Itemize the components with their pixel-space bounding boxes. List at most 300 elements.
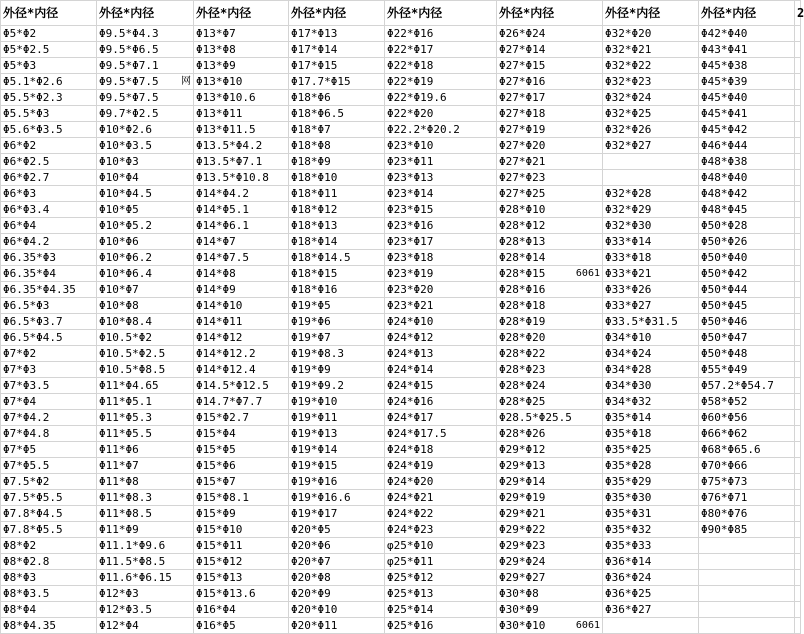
size-cell[interactable]: Φ10*Φ4.5 (97, 186, 194, 202)
size-cell[interactable]: Φ35*Φ32 (603, 522, 699, 538)
size-cell[interactable]: Φ22.2*Φ20.2 (385, 122, 497, 138)
size-cell[interactable]: Φ7*Φ4.8 (1, 426, 97, 442)
size-cell[interactable]: Φ10*Φ8.4 (97, 314, 194, 330)
size-cell[interactable]: Φ24*Φ18 (385, 442, 497, 458)
size-cell[interactable]: φ25*Φ11 (385, 554, 497, 570)
size-cell[interactable]: Φ34*Φ30 (603, 378, 699, 394)
size-cell[interactable]: Φ13*Φ10 (194, 74, 289, 90)
size-cell[interactable] (699, 570, 795, 586)
size-cell[interactable]: Φ28*Φ23 (497, 362, 603, 378)
column-header[interactable]: 外径*内径 (497, 1, 603, 26)
size-cell[interactable]: Φ34*Φ24 (603, 346, 699, 362)
size-cell[interactable]: Φ28*Φ19 (497, 314, 603, 330)
size-cell[interactable]: Φ5*Φ3 (1, 58, 97, 74)
size-cell[interactable]: Φ6*Φ2.5 (1, 154, 97, 170)
size-cell[interactable]: Φ16*Φ4 (194, 602, 289, 618)
empty-cell[interactable] (795, 218, 801, 234)
size-cell[interactable]: Φ50*Φ46 (699, 314, 795, 330)
size-cell[interactable]: Φ10*Φ3 (97, 154, 194, 170)
size-cell[interactable]: Φ36*Φ24 (603, 570, 699, 586)
size-cell[interactable]: Φ28*Φ10 (497, 202, 603, 218)
size-cell[interactable]: Φ29*Φ14 (497, 474, 603, 490)
size-cell[interactable]: Φ13.5*Φ7.1 (194, 154, 289, 170)
empty-cell[interactable] (795, 250, 801, 266)
size-cell[interactable]: Φ19*Φ15 (289, 458, 385, 474)
size-cell[interactable]: Φ18*Φ12 (289, 202, 385, 218)
size-cell[interactable]: Φ25*Φ16 (385, 618, 497, 634)
size-cell[interactable]: Φ32*Φ24 (603, 90, 699, 106)
size-cell[interactable]: Φ15*Φ5 (194, 442, 289, 458)
size-cell[interactable]: Φ11*Φ5.1 (97, 394, 194, 410)
column-header[interactable]: 外径*内径 (289, 1, 385, 26)
size-cell[interactable]: Φ26*Φ24 (497, 26, 603, 42)
size-cell[interactable]: Φ13*Φ8 (194, 42, 289, 58)
size-cell[interactable]: Φ28*Φ14 (497, 250, 603, 266)
size-cell[interactable]: Φ18*Φ6.5 (289, 106, 385, 122)
size-cell[interactable]: Φ30*Φ9 (497, 602, 603, 618)
size-cell[interactable]: Φ29*Φ12 (497, 442, 603, 458)
size-cell[interactable]: Φ14*Φ12 (194, 330, 289, 346)
size-cell[interactable]: Φ14.7*Φ7.7 (194, 394, 289, 410)
size-cell[interactable] (603, 154, 699, 170)
size-cell[interactable]: Φ19*Φ5 (289, 298, 385, 314)
size-cell[interactable]: Φ6.35*Φ3 (1, 250, 97, 266)
empty-cell[interactable] (795, 586, 801, 602)
size-cell[interactable]: Φ28*Φ24 (497, 378, 603, 394)
size-cell[interactable]: Φ27*Φ25 (497, 186, 603, 202)
size-cell[interactable]: Φ24*Φ21 (385, 490, 497, 506)
size-cell[interactable]: Φ20*Φ5 (289, 522, 385, 538)
size-cell[interactable]: Φ76*Φ71 (699, 490, 795, 506)
size-cell[interactable]: Φ9.7*Φ2.5 (97, 106, 194, 122)
size-cell[interactable]: Φ11*Φ8.3 (97, 490, 194, 506)
size-cell[interactable]: Φ6*Φ2.7 (1, 170, 97, 186)
size-cell[interactable]: Φ22*Φ18 (385, 58, 497, 74)
size-cell[interactable]: Φ29*Φ21 (497, 506, 603, 522)
size-cell[interactable]: Φ20*Φ7 (289, 554, 385, 570)
size-cell[interactable]: Φ18*Φ6 (289, 90, 385, 106)
size-cell[interactable]: Φ80*Φ76 (699, 506, 795, 522)
size-cell[interactable]: Φ45*Φ40 (699, 90, 795, 106)
size-cell[interactable]: Φ22*Φ19 (385, 74, 497, 90)
empty-cell[interactable] (795, 490, 801, 506)
size-cell[interactable]: Φ10*Φ7 (97, 282, 194, 298)
size-cell[interactable]: Φ11.1*Φ9.6 (97, 538, 194, 554)
size-cell[interactable]: Φ6*Φ4.2 (1, 234, 97, 250)
size-cell[interactable]: Φ32*Φ29 (603, 202, 699, 218)
size-cell[interactable]: Φ48*Φ42 (699, 186, 795, 202)
size-cell[interactable]: Φ7*Φ4.2 (1, 410, 97, 426)
size-cell[interactable]: Φ23*Φ20 (385, 282, 497, 298)
empty-cell[interactable] (795, 458, 801, 474)
size-cell[interactable]: Φ15*Φ9 (194, 506, 289, 522)
size-cell[interactable]: Φ11*Φ6 (97, 442, 194, 458)
size-cell[interactable]: Φ10*Φ6.2 (97, 250, 194, 266)
size-cell[interactable]: Φ50*Φ28 (699, 218, 795, 234)
size-cell[interactable]: Φ7*Φ2 (1, 346, 97, 362)
size-cell[interactable]: Φ19*Φ17 (289, 506, 385, 522)
size-cell[interactable]: Φ36*Φ14 (603, 554, 699, 570)
size-cell[interactable]: Φ50*Φ42 (699, 266, 795, 282)
size-cell[interactable]: Φ29*Φ27 (497, 570, 603, 586)
size-cell[interactable]: Φ14*Φ12.4 (194, 362, 289, 378)
size-cell[interactable]: Φ14*Φ9 (194, 282, 289, 298)
size-cell[interactable]: Φ12*Φ3.5 (97, 602, 194, 618)
size-cell[interactable]: Φ19*Φ10 (289, 394, 385, 410)
size-cell[interactable]: Φ32*Φ28 (603, 186, 699, 202)
size-cell[interactable]: Φ20*Φ11 (289, 618, 385, 634)
size-cell[interactable]: Φ20*Φ9 (289, 586, 385, 602)
empty-cell[interactable] (795, 186, 801, 202)
size-cell[interactable]: Φ35*Φ29 (603, 474, 699, 490)
empty-cell[interactable] (795, 234, 801, 250)
size-cell[interactable]: Φ10*Φ8 (97, 298, 194, 314)
size-cell[interactable]: Φ48*Φ40 (699, 170, 795, 186)
size-cell[interactable]: Φ11*Φ8.5 (97, 506, 194, 522)
empty-cell[interactable] (795, 298, 801, 314)
size-cell[interactable]: Φ7.5*Φ2 (1, 474, 97, 490)
size-cell[interactable]: Φ24*Φ10 (385, 314, 497, 330)
size-cell[interactable]: Φ35*Φ30 (603, 490, 699, 506)
size-cell[interactable]: Φ50*Φ48 (699, 346, 795, 362)
size-cell[interactable]: Φ33*Φ18 (603, 250, 699, 266)
empty-cell[interactable] (795, 330, 801, 346)
size-cell[interactable]: Φ24*Φ23 (385, 522, 497, 538)
size-cell[interactable]: Φ6*Φ3.4 (1, 202, 97, 218)
size-cell[interactable]: Φ13*Φ10.6 (194, 90, 289, 106)
size-cell[interactable]: Φ7*Φ5.5 (1, 458, 97, 474)
size-cell[interactable]: Φ34*Φ28 (603, 362, 699, 378)
size-cell[interactable]: Φ23*Φ21 (385, 298, 497, 314)
size-cell[interactable]: Φ32*Φ21 (603, 42, 699, 58)
size-cell[interactable]: Φ12*Φ4 (97, 618, 194, 634)
size-cell[interactable]: Φ28*Φ20 (497, 330, 603, 346)
size-cell[interactable]: Φ24*Φ14 (385, 362, 497, 378)
empty-cell[interactable] (795, 314, 801, 330)
size-cell[interactable]: Φ36*Φ27 (603, 602, 699, 618)
size-cell[interactable]: Φ27*Φ16 (497, 74, 603, 90)
size-cell[interactable]: Φ32*Φ26 (603, 122, 699, 138)
size-cell[interactable]: Φ28*Φ18 (497, 298, 603, 314)
size-cell[interactable]: Φ32*Φ27 (603, 138, 699, 154)
size-cell[interactable]: Φ28*Φ13 (497, 234, 603, 250)
size-cell[interactable]: Φ7.5*Φ5.5 (1, 490, 97, 506)
size-cell[interactable]: Φ27*Φ19 (497, 122, 603, 138)
size-cell[interactable]: Φ58*Φ52 (699, 394, 795, 410)
size-cell[interactable]: Φ14*Φ5.1 (194, 202, 289, 218)
size-cell[interactable] (699, 554, 795, 570)
size-cell[interactable]: Φ19*Φ14 (289, 442, 385, 458)
size-cell[interactable]: Φ9.5*Φ4.3 (97, 26, 194, 42)
size-cell[interactable]: Φ24*Φ13 (385, 346, 497, 362)
size-cell[interactable]: Φ75*Φ73 (699, 474, 795, 490)
empty-cell[interactable] (795, 26, 801, 42)
size-cell[interactable]: Φ9.5*Φ6.5 (97, 42, 194, 58)
size-cell[interactable]: Φ14*Φ6.1 (194, 218, 289, 234)
size-cell[interactable]: Φ50*Φ44 (699, 282, 795, 298)
size-cell[interactable]: Φ15*Φ6 (194, 458, 289, 474)
empty-cell[interactable] (795, 506, 801, 522)
size-cell[interactable]: Φ18*Φ7 (289, 122, 385, 138)
size-cell[interactable]: Φ43*Φ41 (699, 42, 795, 58)
size-cell[interactable]: Φ11.5*Φ8.5 (97, 554, 194, 570)
size-cell[interactable]: Φ18*Φ14 (289, 234, 385, 250)
size-cell[interactable]: Φ11.6*Φ6.15 (97, 570, 194, 586)
size-cell[interactable]: Φ50*Φ47 (699, 330, 795, 346)
size-cell[interactable]: Φ42*Φ40 (699, 26, 795, 42)
column-header[interactable]: 外径*内径 (385, 1, 497, 26)
size-cell[interactable]: Φ23*Φ18 (385, 250, 497, 266)
empty-cell[interactable] (795, 442, 801, 458)
size-cell[interactable]: Φ11*Φ5.5 (97, 426, 194, 442)
empty-cell[interactable] (795, 362, 801, 378)
size-cell[interactable]: Φ33.5*Φ31.5 (603, 314, 699, 330)
size-cell[interactable]: Φ20*Φ6 (289, 538, 385, 554)
size-cell[interactable]: Φ28*Φ26 (497, 426, 603, 442)
size-cell[interactable] (603, 170, 699, 186)
size-cell[interactable]: Φ6.5*Φ4.5 (1, 330, 97, 346)
empty-cell[interactable] (795, 474, 801, 490)
size-cell[interactable]: Φ9.5*Φ7.5 网 (97, 74, 194, 90)
size-cell[interactable]: Φ29*Φ23 (497, 538, 603, 554)
size-cell[interactable]: Φ5*Φ2.5 (1, 42, 97, 58)
size-cell[interactable]: Φ35*Φ31 (603, 506, 699, 522)
size-cell[interactable]: Φ11*Φ9 (97, 522, 194, 538)
size-cell[interactable]: Φ14*Φ8 (194, 266, 289, 282)
size-cell[interactable]: Φ13*Φ11 (194, 106, 289, 122)
size-cell[interactable]: Φ50*Φ26 (699, 234, 795, 250)
size-cell[interactable]: Φ60*Φ56 (699, 410, 795, 426)
size-cell[interactable]: Φ19*Φ16 (289, 474, 385, 490)
size-cell[interactable]: Φ19*Φ7 (289, 330, 385, 346)
size-cell[interactable]: Φ32*Φ20 (603, 26, 699, 42)
size-cell[interactable]: Φ6.5*Φ3 (1, 298, 97, 314)
size-cell[interactable]: Φ27*Φ18 (497, 106, 603, 122)
size-cell[interactable]: Φ8*Φ4 (1, 602, 97, 618)
size-cell[interactable]: Φ33*Φ26 (603, 282, 699, 298)
empty-cell[interactable] (795, 154, 801, 170)
size-cell[interactable]: Φ24*Φ17.5 (385, 426, 497, 442)
size-cell[interactable]: Φ45*Φ42 (699, 122, 795, 138)
size-cell[interactable]: Φ29*Φ19 (497, 490, 603, 506)
size-cell[interactable]: Φ29*Φ13 (497, 458, 603, 474)
size-cell[interactable]: Φ10.5*Φ2 (97, 330, 194, 346)
size-cell[interactable]: Φ7.8*Φ4.5 (1, 506, 97, 522)
size-cell[interactable] (699, 618, 795, 634)
size-cell[interactable]: Φ50*Φ40 (699, 250, 795, 266)
size-cell[interactable]: Φ20*Φ8 (289, 570, 385, 586)
column-header[interactable]: 外径*内径 (603, 1, 699, 26)
empty-cell[interactable] (795, 90, 801, 106)
size-cell[interactable]: Φ28*Φ22 (497, 346, 603, 362)
size-cell[interactable]: Φ13*Φ11.5 (194, 122, 289, 138)
size-cell[interactable]: Φ13.5*Φ4.2 (194, 138, 289, 154)
size-cell[interactable]: Φ90*Φ85 (699, 522, 795, 538)
size-cell[interactable]: Φ15*Φ12 (194, 554, 289, 570)
empty-cell[interactable] (795, 58, 801, 74)
size-cell[interactable]: Φ12*Φ3 (97, 586, 194, 602)
empty-cell[interactable] (795, 570, 801, 586)
size-cell[interactable]: Φ55*Φ49 (699, 362, 795, 378)
size-cell[interactable]: Φ7*Φ4 (1, 394, 97, 410)
size-cell[interactable]: Φ10*Φ6 (97, 234, 194, 250)
size-cell[interactable]: Φ15*Φ2.7 (194, 410, 289, 426)
column-header[interactable]: 外径*内径 (1, 1, 97, 26)
size-cell[interactable]: Φ23*Φ11 (385, 154, 497, 170)
size-cell[interactable]: Φ19*Φ13 (289, 426, 385, 442)
size-cell[interactable]: Φ27*Φ21 (497, 154, 603, 170)
column-header[interactable]: 2 (795, 1, 801, 26)
size-cell[interactable]: Φ8*Φ4.35 (1, 618, 97, 634)
size-cell[interactable] (699, 538, 795, 554)
size-cell[interactable]: Φ29*Φ22 (497, 522, 603, 538)
size-cell[interactable]: Φ5.1*Φ2.6 (1, 74, 97, 90)
empty-cell[interactable] (795, 602, 801, 618)
empty-cell[interactable] (795, 42, 801, 58)
size-cell[interactable]: Φ15*Φ13.6 (194, 586, 289, 602)
size-cell[interactable]: Φ14*Φ12.2 (194, 346, 289, 362)
size-cell[interactable]: Φ25*Φ13 (385, 586, 497, 602)
empty-cell[interactable] (795, 410, 801, 426)
size-cell[interactable]: Φ23*Φ14 (385, 186, 497, 202)
size-cell[interactable]: Φ5.5*Φ3 (1, 106, 97, 122)
size-cell[interactable]: Φ45*Φ39 (699, 74, 795, 90)
size-cell[interactable]: Φ24*Φ16 (385, 394, 497, 410)
size-cell[interactable]: Φ30*Φ10 6061 (497, 618, 603, 634)
size-cell[interactable]: Φ10.5*Φ2.5 (97, 346, 194, 362)
size-cell[interactable]: Φ34*Φ10 (603, 330, 699, 346)
size-cell[interactable]: Φ18*Φ8 (289, 138, 385, 154)
size-cell[interactable]: Φ19*Φ16.6 (289, 490, 385, 506)
size-cell[interactable]: Φ29*Φ24 (497, 554, 603, 570)
size-cell[interactable]: Φ17*Φ14 (289, 42, 385, 58)
size-cell[interactable]: Φ11*Φ5.3 (97, 410, 194, 426)
size-cell[interactable]: Φ36*Φ25 (603, 586, 699, 602)
size-cell[interactable]: Φ7*Φ5 (1, 442, 97, 458)
size-cell[interactable]: Φ15*Φ8.1 (194, 490, 289, 506)
size-cell[interactable]: Φ10*Φ2.6 (97, 122, 194, 138)
empty-cell[interactable] (795, 202, 801, 218)
size-cell[interactable]: Φ10*Φ6.4 (97, 266, 194, 282)
size-cell[interactable]: Φ33*Φ14 (603, 234, 699, 250)
size-cell[interactable]: Φ28.5*Φ25.5 (497, 410, 603, 426)
size-cell[interactable]: Φ24*Φ15 (385, 378, 497, 394)
column-header[interactable]: 外径*内径 (194, 1, 289, 26)
size-cell[interactable]: Φ17*Φ13 (289, 26, 385, 42)
size-cell[interactable]: Φ13*Φ9 (194, 58, 289, 74)
size-cell[interactable]: Φ35*Φ28 (603, 458, 699, 474)
size-cell[interactable]: Φ8*Φ2 (1, 538, 97, 554)
empty-cell[interactable] (795, 618, 801, 634)
size-cell[interactable]: Φ15*Φ11 (194, 538, 289, 554)
size-cell[interactable]: Φ17*Φ15 (289, 58, 385, 74)
empty-cell[interactable] (795, 138, 801, 154)
size-cell[interactable]: Φ18*Φ9 (289, 154, 385, 170)
size-cell[interactable]: Φ18*Φ14.5 (289, 250, 385, 266)
size-cell[interactable]: Φ18*Φ11 (289, 186, 385, 202)
size-cell[interactable]: Φ32*Φ23 (603, 74, 699, 90)
size-cell[interactable]: Φ45*Φ41 (699, 106, 795, 122)
size-cell[interactable]: Φ35*Φ14 (603, 410, 699, 426)
size-cell[interactable] (699, 602, 795, 618)
size-cell[interactable]: Φ8*Φ2.8 (1, 554, 97, 570)
empty-cell[interactable] (795, 170, 801, 186)
size-cell[interactable]: Φ23*Φ13 (385, 170, 497, 186)
size-cell[interactable]: Φ19*Φ9 (289, 362, 385, 378)
size-cell[interactable]: Φ10*Φ4 (97, 170, 194, 186)
size-cell[interactable]: Φ5.5*Φ2.3 (1, 90, 97, 106)
size-cell[interactable]: Φ9.5*Φ7.1 (97, 58, 194, 74)
size-cell[interactable]: Φ24*Φ17 (385, 410, 497, 426)
empty-cell[interactable] (795, 522, 801, 538)
empty-cell[interactable] (795, 74, 801, 90)
size-cell[interactable]: Φ28*Φ12 (497, 218, 603, 234)
size-cell[interactable]: Φ20*Φ10 (289, 602, 385, 618)
size-cell[interactable]: Φ33*Φ21 (603, 266, 699, 282)
size-cell[interactable]: Φ24*Φ20 (385, 474, 497, 490)
empty-cell[interactable] (795, 106, 801, 122)
size-cell[interactable]: Φ35*Φ25 (603, 442, 699, 458)
size-cell[interactable]: Φ22*Φ17 (385, 42, 497, 58)
size-cell[interactable]: Φ45*Φ38 (699, 58, 795, 74)
size-cell[interactable]: Φ17.7*Φ15 (289, 74, 385, 90)
size-cell[interactable]: Φ6.35*Φ4 (1, 266, 97, 282)
size-cell[interactable]: Φ22*Φ16 (385, 26, 497, 42)
size-cell[interactable]: Φ14*Φ7 (194, 234, 289, 250)
size-cell[interactable]: Φ35*Φ33 (603, 538, 699, 554)
size-cell[interactable]: Φ23*Φ16 (385, 218, 497, 234)
size-cell[interactable]: Φ22*Φ19.6 (385, 90, 497, 106)
size-cell[interactable]: Φ19*Φ11 (289, 410, 385, 426)
size-cell[interactable]: Φ57.2*Φ54.7 (699, 378, 795, 394)
size-cell[interactable]: Φ27*Φ20 (497, 138, 603, 154)
empty-cell[interactable] (795, 394, 801, 410)
size-cell[interactable]: Φ14.5*Φ12.5 (194, 378, 289, 394)
empty-cell[interactable] (795, 266, 801, 282)
size-cell[interactable]: Φ35*Φ18 (603, 426, 699, 442)
size-cell[interactable]: Φ25*Φ12 (385, 570, 497, 586)
size-cell[interactable]: Φ16*Φ5 (194, 618, 289, 634)
size-cell[interactable]: Φ13*Φ7 (194, 26, 289, 42)
size-cell[interactable]: Φ22*Φ20 (385, 106, 497, 122)
size-cell[interactable]: Φ10.5*Φ8.5 (97, 362, 194, 378)
size-cell[interactable]: Φ6*Φ2 (1, 138, 97, 154)
size-cell[interactable]: Φ5*Φ2 (1, 26, 97, 42)
column-header[interactable]: 外径*内径 (699, 1, 795, 26)
size-cell[interactable]: Φ6.35*Φ4.35 (1, 282, 97, 298)
size-cell[interactable]: Φ15*Φ4 (194, 426, 289, 442)
size-cell[interactable]: Φ18*Φ16 (289, 282, 385, 298)
size-cell[interactable]: Φ14*Φ4.2 (194, 186, 289, 202)
size-cell[interactable]: Φ70*Φ66 (699, 458, 795, 474)
size-cell[interactable]: Φ28*Φ16 (497, 282, 603, 298)
size-cell[interactable]: Φ15*Φ13 (194, 570, 289, 586)
size-cell[interactable]: Φ9.5*Φ7.5 (97, 90, 194, 106)
size-cell[interactable]: Φ32*Φ22 (603, 58, 699, 74)
size-cell[interactable]: Φ48*Φ45 (699, 202, 795, 218)
size-cell[interactable] (699, 586, 795, 602)
size-cell[interactable]: Φ10*Φ5 (97, 202, 194, 218)
size-cell[interactable]: Φ27*Φ15 (497, 58, 603, 74)
size-cell[interactable]: Φ19*Φ6 (289, 314, 385, 330)
size-cell[interactable]: Φ27*Φ17 (497, 90, 603, 106)
size-cell[interactable]: Φ19*Φ8.3 (289, 346, 385, 362)
size-cell[interactable]: Φ25*Φ14 (385, 602, 497, 618)
empty-cell[interactable] (795, 554, 801, 570)
empty-cell[interactable] (795, 282, 801, 298)
size-cell[interactable]: Φ11*Φ8 (97, 474, 194, 490)
empty-cell[interactable] (795, 346, 801, 362)
